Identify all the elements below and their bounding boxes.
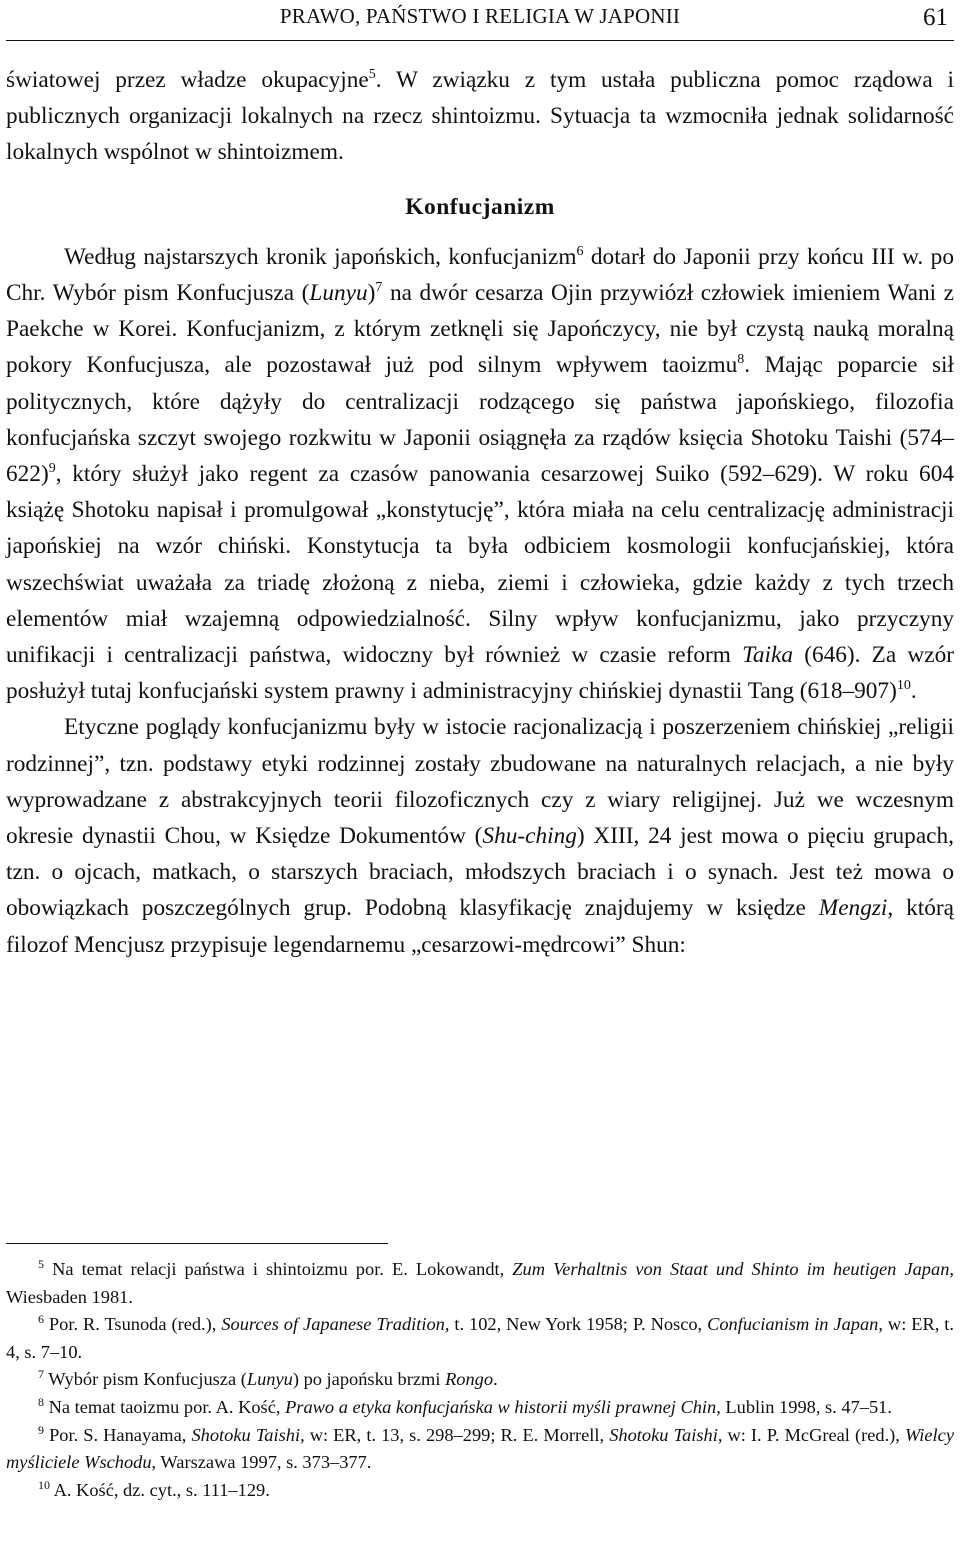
footnote-ref-10[interactable]: 10 (896, 678, 911, 694)
section-heading: Konfucjanizm (405, 193, 555, 220)
text-span: Według najstarszych kronik japońskich, konfucjanizm (64, 243, 577, 270)
page-header (6, 0, 954, 41)
italic-title: Shotoku Taishi (191, 1424, 301, 1445)
text-span: na dwór cesarza Ojin przywiózł człowiek imieniem Wani z Paekche w Korei. Konfucjanizm, z którym zetknęli się Japończycy, nie był czystą nauką moralną pokory Konfucjusza, ale pozostawał już pod silnym wpływem taoizmu (6, 280, 954, 379)
paragraph (6, 239, 954, 710)
main-text (6, 62, 954, 963)
text-span: ) XIII, 24 jest mowa o pięciu grupach, tzn. o ojcach, matkach, o starszych braciach, młodszych braciach i o synach. Jest też mowa o obowiązkach poszczególnych grup. Podobną klasyfikację znajdujemy w księdze (6, 823, 954, 922)
paragraph (6, 62, 954, 171)
footnotes (6, 1256, 954, 1504)
italic-title: Lunyu (309, 280, 368, 307)
footnote-ref-8[interactable]: 8 (737, 352, 745, 368)
footnote-ref-6[interactable]: 6 (576, 244, 584, 260)
text-span: dotarł do Japonii przy końcu III w. po Chr. Wybór pism Konfucjusza ( (6, 243, 954, 307)
text-span: , w: ER, t. 13, s. 298–299; R. E. Morrell, (300, 1424, 610, 1445)
text-span: światowej przez władze okupacyjne (6, 67, 369, 93)
text-span: . W związku z tym ustała publiczna pomoc rządowa i publicznych organizacji lokalnych na rzecz shintoizmu. Sytuacja ta wzmocniła jednak solidarność lokalnych wspólnot w shintoizmem. (6, 67, 954, 166)
footnote-number: 8 (38, 1394, 44, 1409)
text-span: , który służył jako regent za czasów panowania cesarzowej Suiko (592–629). W roku 604 książę Shotoku napisał i promulgował „konstytucję”, która miała na celu centralizację administracji japońskiej na wzór chiński. Konstytucja ta była odbiciem kosmologii konfucjańskiej, która wszechświat uważała za triadę złożoną z nieba, ziemi i człowieka, gdzie każdy z tych trzech elementów miał wzajemną odpowiedzialność. Silny wpływ konfucjanizmu, jako przyczyny unifikacji i centralizacji państwa, widoczny był również w czasie reform (6, 461, 954, 669)
italic-title: Confucianism in Japan (707, 1314, 879, 1335)
footnote-number: 5 (38, 1256, 44, 1271)
italic-title: Wielcy myśliciele Wschodu (6, 1424, 954, 1473)
text-span: , t. 102, New York 1958; P. Nosco, (444, 1314, 708, 1335)
italic-title: Sources of Japanese Tradition (221, 1314, 445, 1335)
paragraph (6, 709, 954, 962)
italic-title: Shotoku Taishi (609, 1424, 718, 1445)
running-head: PRAWO, PAŃSTWO I RELIGIA W JAPONII (279, 4, 681, 28)
footnote-number: 9 (38, 1422, 44, 1437)
footnote-5 (6, 1256, 954, 1311)
text-span: . (910, 678, 917, 705)
italic-title: Lunyu (246, 1369, 293, 1390)
italic-title: Prawo a etyka konfucjańska w historii myśli prawnej Chin (285, 1396, 717, 1417)
text-span: ) po japońsku brzmi (292, 1369, 446, 1390)
text-span: , Wiesbaden 1981. (6, 1259, 954, 1307)
footnote-separator (6, 1243, 388, 1244)
text-span: A. Kość, dz. cyt., s. 111–129. (50, 1479, 270, 1500)
text-span: Por. S. Hanayama, (44, 1424, 192, 1445)
text-span: Wybór pism Konfucjusza ( (44, 1369, 247, 1390)
page-number: 61 (923, 4, 948, 31)
footnote-7 (6, 1366, 954, 1394)
text-span: Etyczne poglądy konfucjanizmu były w istocie racjonalizacją i poszerzeniem chińskiej „religii rodzinnej”, tzn. podstawy etyki rodzinnej zostały zbudowane na naturalnych relacjach, a nie były wyprowadzane z abstrakcyjnych teorii filozoficznych czy z wiary religijnej. Już we wczesnym okresie dynastii Chou, w Księdze Dokumentów ( (6, 714, 954, 850)
footnote-ref-5[interactable]: 5 (368, 67, 376, 83)
text-span: ) (367, 280, 376, 307)
footnote-ref-9[interactable]: 9 (48, 461, 56, 477)
footnote-6 (6, 1311, 954, 1366)
text-span: Na temat relacji państwa i shintoizmu por. E. Lokowandt, (44, 1259, 513, 1279)
footnote-number: 7 (38, 1367, 44, 1382)
italic-term: Taika (742, 642, 794, 669)
italic-title: Shu-ching (482, 823, 577, 850)
text-span: . (493, 1369, 498, 1390)
text-span: , w: ER, t. 4, s. 7–10. (6, 1314, 954, 1362)
footnote-8 (6, 1394, 954, 1422)
italic-title: Rongo (445, 1369, 494, 1390)
footnote-number: 10 (38, 1477, 50, 1492)
text-span: Na temat taoizmu por. A. Kość, (44, 1396, 286, 1417)
text-span: Por. R. Tsunoda (red.), (44, 1314, 222, 1335)
text-span: , Lublin 1998, s. 47–51. (716, 1396, 892, 1417)
text-span: , Warszawa 1997, s. 373–377. (151, 1452, 372, 1473)
text-span: . Mając poparcie sił politycznych, które dążyły do centralizacji rodzącego się państwa japońskiego, filozofia konfucjańska szczyt swojego rozkwitu w Japonii osiągnęła za rządów księcia Shotoku Taishi (574–622) (6, 352, 954, 488)
text-span: , w: I. P. McGreal (red.), (717, 1424, 905, 1445)
text-span: , którą filozof Mencjusz przypisuje legendarnemu „cesarzowi-mędrcowi” Shun: (6, 895, 954, 958)
italic-title: Mengzi (818, 895, 888, 922)
footnote-number: 6 (38, 1312, 44, 1327)
footnote-10 (6, 1477, 954, 1505)
footnote-9 (6, 1422, 954, 1477)
text-span: (646). Za wzór posłużył tutaj konfucjański system prawny i administracyjny chińskiej dynastii Tang (618–907) (6, 642, 955, 705)
italic-title: Zum Verhaltnis von Staat und Shinto im heutigen Japan (512, 1259, 950, 1279)
footnote-ref-7[interactable]: 7 (375, 280, 383, 296)
